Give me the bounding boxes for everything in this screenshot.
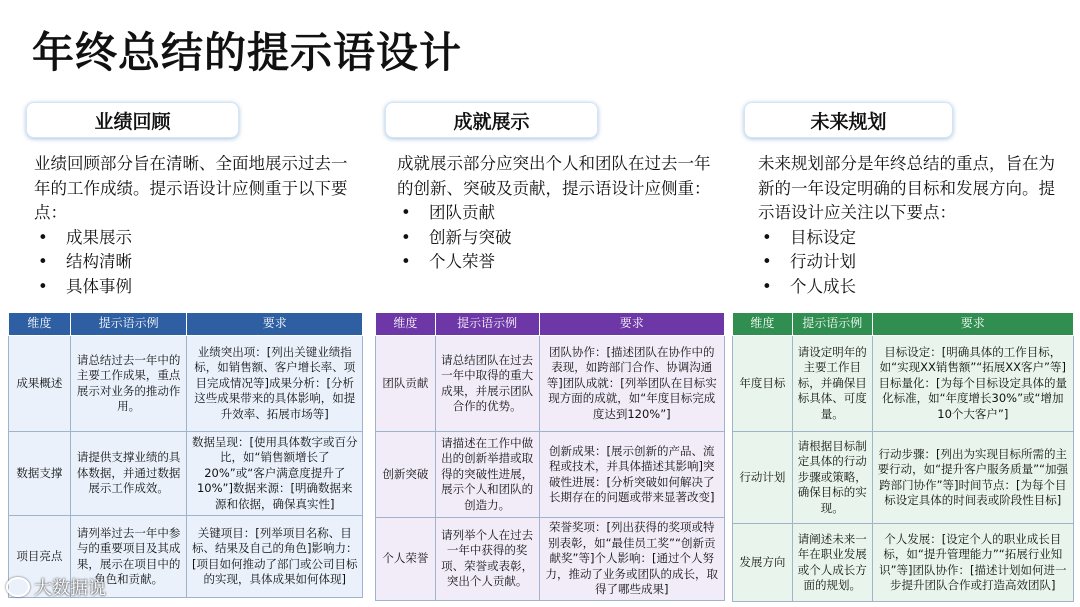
- requirement-cell: 荣誉奖项：[列出获得的奖项或特别表彰，如“最佳员工奖”“创新贡献奖”等]个人影响：[通过个人努力，推动了业务或团队的成长，取得了哪些成果]: [539, 518, 724, 601]
- requirement-cell: 团队协作：[描述团队在协作中的表现，如跨部门合作、协调沟通等]团队成就：[列举团队在目标实现方面的成就，如“年度目标完成度达到120%”]: [539, 336, 724, 432]
- table-row: [733, 524, 1074, 602]
- section-intro: [397, 152, 715, 275]
- table-header: 要求: [872, 313, 1073, 336]
- example-cell: 请总结团队在过去一年中取得的重大成果，并展示团队合作的优势。: [435, 336, 539, 432]
- dimension-cell: 创新突破: [376, 432, 436, 518]
- table-header-row: [376, 313, 725, 336]
- requirement-cell: 创新成果：[展示创新的产品、流程或技术，并具体描述其影响]突破性进展：[分析突破如何解决了长期存在的问题或带来显著改变]: [539, 432, 724, 518]
- bullet-list: [758, 226, 1070, 300]
- intro-text: 未来规划部分是年终总结的重点，旨在为新的一年设定明确的目标和发展方向。提示语设计应关注以下要点：: [758, 154, 1055, 222]
- example-cell: 请阐述未来一年在职业发展或个人成长方面的规划。: [792, 524, 872, 602]
- table-header: 提示语示例: [435, 313, 539, 336]
- example-cell: 请列举过去一年中参与的重要项目及其成果，展示在项目中的角色和贡献。: [70, 516, 187, 598]
- table-header: 维度: [733, 313, 793, 336]
- bullet-item: • 行动计划: [758, 250, 1070, 275]
- table-row: [376, 432, 725, 518]
- table-header: 维度: [9, 313, 71, 336]
- table-header: 要求: [187, 313, 363, 336]
- table-header: 提示语示例: [70, 313, 187, 336]
- watermark-logo-icon: [6, 577, 30, 597]
- example-cell: 请总结过去一年中的主要工作成果，重点展示对业务的推动作用。: [70, 336, 187, 432]
- bullet-list: [34, 226, 354, 300]
- table-row: [376, 336, 725, 432]
- dimension-cell: 团队贡献: [376, 336, 436, 432]
- dimension-cell: 个人荣誉: [376, 518, 436, 601]
- watermark-text: 大数据说: [34, 578, 106, 599]
- bullet-item: • 结构清晰: [34, 250, 354, 275]
- example-cell: 请描述在工作中做出的创新举措或取得的突破性进展，展示个人和团队的创造力。: [435, 432, 539, 518]
- intro-text: 业绩回顾部分旨在清晰、全面地展示过去一年的工作成绩。提示语设计应侧重于以下要点：: [34, 154, 348, 222]
- dimension-cell: 数据支撑: [9, 432, 71, 516]
- example-cell: 请设定明年的主要工作目标，并确保目标具体、可度量。: [792, 336, 872, 432]
- table-header-row: [733, 313, 1074, 336]
- watermark: [6, 574, 106, 600]
- bullet-item: • 团队贡献: [397, 201, 715, 226]
- requirement-cell: 目标设定：[明确具体的工作目标，如“实现XX销售额”“拓展XX客户”等]目标量化：[为每个目标设定具体的量化标准，如“年度增长30%”或“增加10个大客户”]: [872, 336, 1073, 432]
- requirement-cell: 个人发展：[设定个人的职业成长目标，如“提升管理能力”“拓展行业知识”等]团队协作：[描述计划如何进一步提升团队合作或打造高效团队]: [872, 524, 1073, 602]
- requirement-cell: 行动步骤：[列出为实现目标所需的主要行动，如“提升客户服务质量”“加强跨部门协作”等]时间节点：[为每个目标设定具体的时间表或阶段性目标]: [872, 432, 1073, 524]
- example-cell: 请列举个人在过去一年中获得的奖项、荣誉或表彰，突出个人贡献。: [435, 518, 539, 601]
- table-header: 要求: [539, 313, 724, 336]
- requirement-cell: 数据呈现：[使用具体数字或百分比，如“销售额增长了20%”或“客户满意度提升了10%”]数据来源：[明确数据来源和依据，确保真实性]: [187, 432, 363, 516]
- section-heading: 未来规划: [744, 102, 953, 138]
- intro-text: 成就展示部分应突出个人和团队在过去一年的创新、突破及贡献，提示语设计应侧重：: [397, 154, 711, 198]
- table-row: [733, 432, 1074, 524]
- bullet-item: • 创新与突破: [397, 226, 715, 251]
- bullet-item: • 具体事例: [34, 275, 354, 300]
- table-header: 提示语示例: [792, 313, 872, 336]
- table-row: [9, 336, 363, 432]
- dimension-cell: 行动计划: [733, 432, 793, 524]
- bullet-item: • 个人成长: [758, 275, 1070, 300]
- bullet-list: [397, 201, 715, 275]
- table-row: [376, 518, 725, 601]
- section-intro: [34, 152, 354, 299]
- table-row: [9, 432, 363, 516]
- section-intro: [758, 152, 1070, 299]
- dimension-cell: 项目亮点: [9, 516, 71, 598]
- page-title: 年终总结的提示语设计: [32, 28, 463, 77]
- bullet-item: • 成果展示: [34, 226, 354, 251]
- bullet-item: • 目标设定: [758, 226, 1070, 251]
- dimension-cell: 成果概述: [9, 336, 71, 432]
- requirement-cell: 关键项目：[列举项目名称、目标、结果及自己的角色]影响力：[项目如何推动了部门或公司目标的实现，具体成果如何体现]: [187, 516, 363, 598]
- requirement-cell: 业绩突出项：[列出关键业绩指标，如销售额、客户增长率、项目完成情况等]成果分析：[分析这些成果带来的具体影响，如提升效率、拓展市场等]: [187, 336, 363, 432]
- bullet-item: • 个人荣誉: [397, 250, 715, 275]
- prompt-table: [8, 312, 363, 598]
- dimension-cell: 发展方向: [733, 524, 793, 602]
- table-header: 维度: [376, 313, 436, 336]
- section-heading: 业绩回顾: [26, 102, 239, 138]
- section-heading: 成就展示: [385, 102, 598, 138]
- example-cell: 请提供支撑业绩的具体数据，并通过数据展示工作成效。: [70, 432, 187, 516]
- example-cell: 请根据目标制定具体的行动步骤或策略，确保目标的实现。: [792, 432, 872, 524]
- prompt-table: [732, 312, 1074, 602]
- dimension-cell: 年度目标: [733, 336, 793, 432]
- table-row: [733, 336, 1074, 432]
- table-header-row: [9, 313, 363, 336]
- prompt-table: [375, 312, 725, 601]
